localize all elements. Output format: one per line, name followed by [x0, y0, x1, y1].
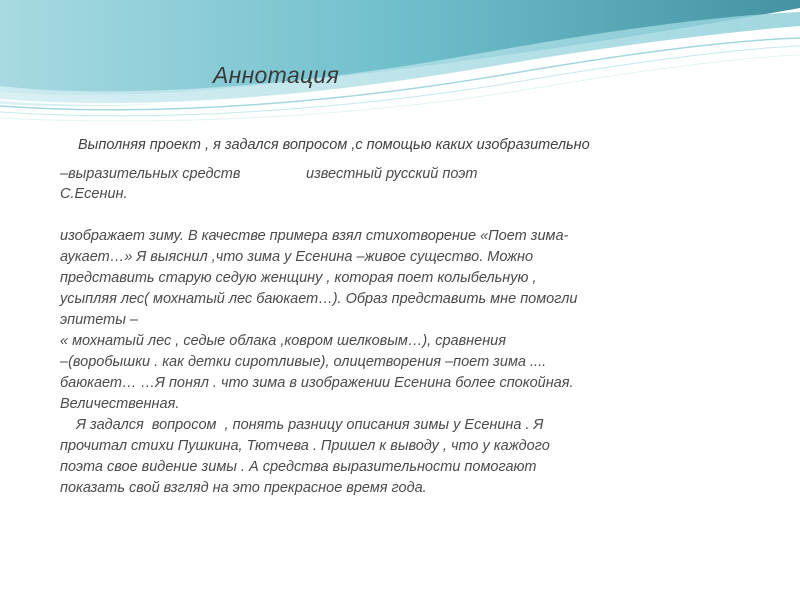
- body-line: баюкает… …Я понял . что зима в изображении Есенина более спокойная.: [60, 375, 574, 391]
- body-line: –(воробышки . как детки сиротливые), олицетворения –поет зима ....: [60, 354, 547, 370]
- body-line: представить старую седую женщину , которая поет колыбельную ,: [60, 270, 537, 286]
- body-line: Я задался вопросом , понять разницу описания зимы у Есенина . Я: [60, 417, 544, 433]
- intro-line-3: С.Есенин.: [60, 186, 128, 202]
- body-line: усыпляя лес( мохнатый лес баюкает…). Образ представить мне помогли: [60, 291, 578, 307]
- wave-header-decoration: [0, 0, 800, 130]
- body-line: Величественная.: [60, 396, 180, 412]
- body-line: аукает…» Я выяснил ,что зима у Есенина –живое существо. Можно: [60, 249, 534, 265]
- body-line: изображает зиму. В качестве примера взял стихотворение «Поет зима-: [60, 228, 569, 244]
- slide-title: Аннотация: [213, 62, 340, 88]
- body-text: [60, 226, 577, 499]
- body-line: « мохнатый лес , седые облака ,ковром шелковым…), сравнения: [60, 333, 506, 349]
- body-line: показать свой взгляд на это прекрасное время года.: [60, 480, 427, 496]
- intro-line-2b: известный русский поэт: [306, 166, 478, 182]
- body-line: прочитал стихи Пушкина, Тютчева . Пришел к выводу , что у каждого: [60, 438, 550, 454]
- intro-line-1: Выполняя проект , я задался вопросом ,с помощью каких изобразительно: [78, 137, 590, 153]
- intro-line-2a: –выразительных средств: [60, 166, 241, 182]
- body-line: поэта свое видение зимы . А средства выразительности помогают: [60, 459, 537, 475]
- body-line: эпитеты –: [60, 312, 138, 328]
